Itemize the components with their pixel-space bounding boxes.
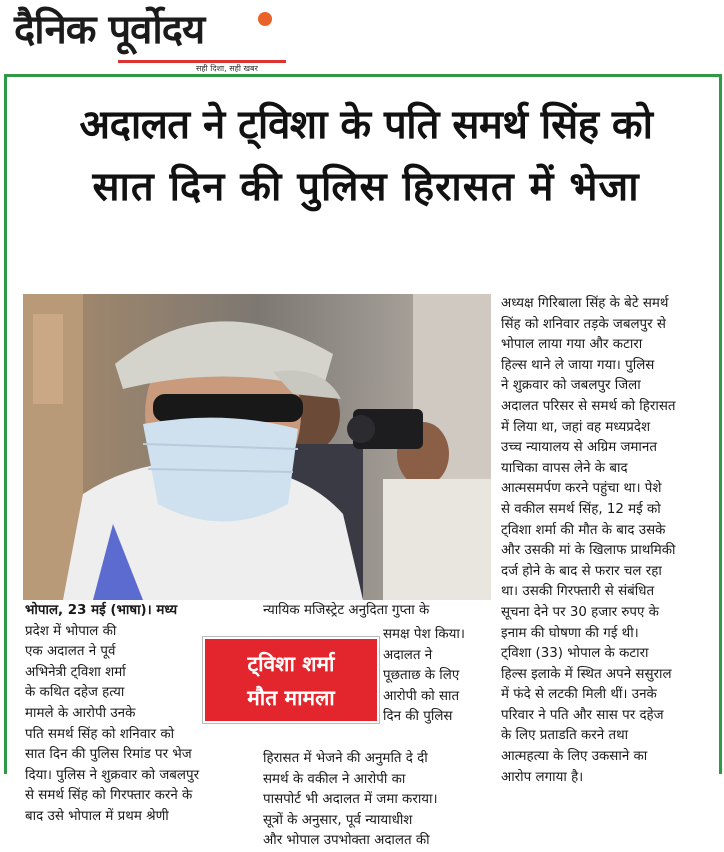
text-line: एक अदालत ने पूर्व	[25, 644, 116, 660]
text-line: उच्च न्यायालय से अग्रिम जमानत	[501, 440, 657, 456]
article-middle-stack	[383, 625, 491, 728]
text-line: आत्मसमर्पण करने पहुंचा था। पेशे	[501, 481, 662, 497]
text-line: अदालत परिसर से समर्थ को हिरासत	[501, 398, 676, 414]
text-line: दिन की पुलिस	[383, 709, 453, 725]
text-line: और उसकी मां के खिलाफ प्राथमिकी	[501, 543, 676, 559]
text-line: और भोपाल उपभोक्ता अदालत की	[263, 833, 430, 849]
text-line: इनाम की घोषणा की गई थी।	[501, 625, 639, 641]
masthead-dot-icon	[258, 12, 272, 26]
text-line: न्यायिक मजिस्ट्रेट अनुदिता गुप्ता के	[263, 603, 430, 618]
text-line: में लिया था, जहां वह मध्यप्रदेश	[501, 419, 651, 435]
text-line: आरोपी को सात	[383, 688, 460, 704]
text-line: से वकील समर्थ सिंह, 12 मई को	[501, 501, 661, 517]
article-frame	[4, 74, 722, 849]
dateline: भोपाल, 23 मई (भाषा)। मध्य	[25, 603, 178, 618]
article-middle-top	[263, 601, 491, 622]
text-line: प्रदेश में भोपाल की	[25, 623, 117, 639]
headline-line-1: अदालत ने ट्विशा के पति समर्थ सिंह को	[79, 102, 653, 148]
text-line: हिल्स थाने ले जाया गया। पुलिस	[501, 357, 655, 373]
text-line: पति समर्थ सिंह को शनिवार को	[25, 726, 175, 742]
text-line: आरोप लगाया है।	[501, 769, 584, 785]
masthead-tagline: सही दिशा, सही खबर	[196, 64, 258, 73]
text-line: मामले के आरोपी उनके	[25, 705, 136, 721]
text-line: सात दिन की पुलिस रिमांड पर भेज	[25, 747, 192, 763]
masthead	[0, 0, 724, 74]
text-line: अभिनेत्री ट्विशा शर्मा	[25, 664, 126, 680]
text-line: में फंदे से लटकी मिली थीं। उनके	[501, 687, 657, 703]
text-line: से समर्थ सिंह को गिरफ्तार करने के	[25, 788, 193, 804]
text-line: अदालत ने	[383, 647, 433, 663]
text-line: पूछताछ के लिए	[383, 668, 460, 684]
text-line: भोपाल लाया गया और कटारा	[501, 337, 643, 353]
text-line: के कथित दहेज हत्या	[25, 685, 125, 701]
text-line: ट्विशा (33) भोपाल के कटारा	[501, 646, 649, 662]
text-line: सिंह को शनिवार तड़के जबलपुर से	[501, 316, 666, 332]
text-line: अध्यक्ष गिरिबाला सिंह के बेटे समर्थ	[501, 296, 669, 311]
text-line: समर्थ के वकील ने आरोपी का	[263, 771, 406, 787]
text-line: याचिका वापस लेने के बाद	[501, 460, 628, 476]
text-line: के लिए प्रताडति करने तथा	[501, 728, 629, 744]
highlight-line-2: मौत मामला	[247, 686, 335, 710]
text-line: दिया। पुलिस ने शुक्रवार को जबलपुर	[25, 767, 200, 783]
text-line: दर्ज होने के बाद से फरार चल रहा	[501, 563, 662, 579]
text-line: ने शुक्रवार को जबलपुर जिला	[501, 378, 641, 394]
text-line: हिरासत में भेजने की अनुमति दे दी	[263, 751, 428, 766]
text-line: था। उसकी गिरफ्तारी से संबंधित	[501, 584, 655, 600]
article-middle-bottom	[263, 749, 491, 852]
text-line: समक्ष पेश किया।	[383, 627, 465, 642]
text-line: सूत्रों के अनुसार, पूर्व न्यायाधीश	[263, 812, 413, 828]
text-line: बाद उसे भोपाल में प्रथम श्रेणी	[25, 808, 169, 824]
newspaper-title: दैनिक पूर्वोदय	[14, 7, 205, 53]
highlight-line-1: ट्विशा शर्मा	[247, 652, 335, 676]
article-right-column	[501, 294, 719, 788]
text-line: परिवार ने पति और सास पर दहेज	[501, 707, 664, 723]
text-line: हिल्स इलाके में स्थित अपने ससुराल	[501, 666, 672, 682]
highlight-box	[203, 637, 379, 723]
text-line: सूचना देने पर 30 हजार रुपए के	[501, 604, 659, 620]
news-photo	[23, 294, 491, 600]
headline-line-2: सात दिन की पुलिस हिरासत में भेजा	[92, 164, 640, 210]
text-line: पासपोर्ट भी अदालत में जमा कराया।	[263, 792, 438, 808]
text-line: आत्महत्या के लिए उकसाने का	[501, 749, 648, 765]
text-line: ट्विशा शर्मा की मौत के बाद उसके	[501, 522, 666, 538]
